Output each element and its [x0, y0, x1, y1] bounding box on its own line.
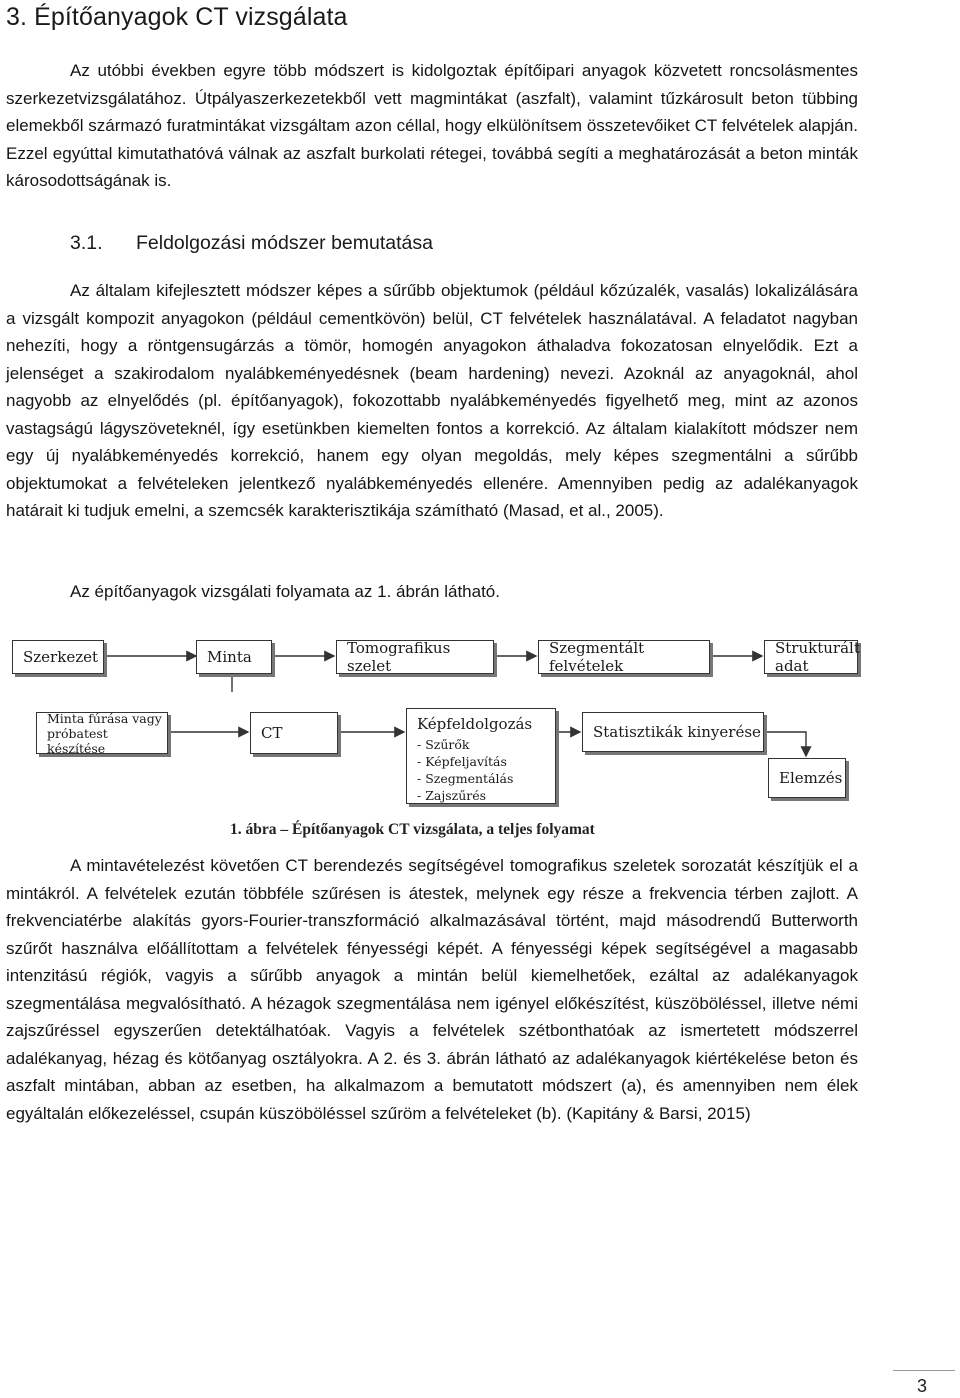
figure-caption: 1. ábra – Építőanyagok CT vizsgálata, a teljes folyamat — [230, 821, 595, 838]
section-title: Feldolgozási módszer bemutatása — [136, 232, 433, 254]
box-structured-data: Strukturált adat — [764, 640, 858, 674]
step-filters: - Szűrők — [417, 737, 470, 752]
method-paragraph: Az általam kifejlesztett módszer képes a sűrűbb objektumok (például kőzúzalék, vasalás) lokalizálására a vizsgált kompozit anyagokon (például cementkövön) belül, CT felvételek használatával. A feladatot nagyban nehezíti, hogy a röntgensugárzás a tömör, homogén anyagokon áthaladva fokozatosan elnyelődik. Ezt a jelenséget a szakirodalom nyalábkeményedésnek (beam hardening) nevezi. Azoknál az anyagoknál, ahol nagyobb az elnyelődés (pl. építőanyagok), fokozottabb nyalábkeményedés figyelhető meg, mint az azonos vastagságú lágyszöveteknél, így esetünkben kiemelten fontos a korrekció. Az általam kialakított módszer nem egy új nyalábkeményedés korrekció, hanem egy olyan megoldás, mely képes szegmentálni a sűrűbb objektumokat a felvételeken jelentkező nyalábkeményedés ellenére. Amennyiben pedig az adalékanyagok határait ki tudjuk emelni, a szemcsék karakterisztikája számítható (Masad, et al., 2005). — [6, 281, 858, 520]
footer-rule — [893, 1370, 955, 1371]
intro-paragraph: Az utóbbi években egyre több módszert is kidolgoztak építőipari anyagok közvetett roncsolásmentes szerkezetvizsgálatához. Útpályaszerkezetekből vett magmintákat (aszfalt), valamint tűzkárosult beton tübbing elemekből származó furatmintákat vizsgáltam azon céllal, hogy elkülönítsem összetevőiket CT felvételek alapján. Ezzel egyúttal kimutathatóvá válnak az aszfalt burkolati rétegei, továbbá segíti a meghatározását a beton minták károsodottságának is. — [6, 61, 858, 190]
step-enhancement: - Képfeljavítás — [417, 754, 507, 769]
box-ct: CT — [250, 712, 338, 754]
section-number: 3.1. — [70, 232, 103, 254]
box-sample: Minta — [196, 640, 272, 674]
box-structure: Szerkezet — [12, 640, 104, 674]
process-flow-diagram — [6, 632, 860, 832]
box-segmented-images: Szegmentált felvételek — [538, 640, 710, 674]
box-image-processing: Képfeldolgozás - Szűrők - Képfeljavítás - Szegmentálás - Zajszűrés — [406, 708, 556, 804]
box-analysis: Elemzés — [768, 758, 846, 798]
results-paragraph: A mintavételezést követően CT berendezés segítségével tomografikus szeletek sorozatát készítjük el a mintákról. A felvételek ezután többféle szűrésen is átestek, melynek egy része a frekvencia térben zajlott. A frekvenciatérbe alakítás gyors-Fourier-transzformáció alkalmazásával történt, majd másodrendű Butterworth szűrőt használva előállítottam a felvételek fényességi képét. A fényességi képek segítségével a magasabb intenzitású régiók, vagyis a sűrűbb anyagok a mintán belül kiemelhetőek, ezáltal az adalékanyagok szegmentálása megvalósítható. A hézagok szegmentálása nem igényel előkészítést, küszöböléssel, illetve némi zajszűréssel egyszerűen detektálhatóak. Vagyis a felvételek szétbonthatóak az ismertetett módszerrel adalékanyag, hézag és kötőanyag osztályokra. A 2. és 3. ábrán látható az adalékanyagok kiértékelése beton és aszfalt mintában, abban az esetben, ha alkalmazom a bemutatott módszert (a), és amennyiben nem élek egyáltalán előkezeléssel, csupán küszöböléssel szűröm a felvételeket (b). (Kapitány & Barsi, 2015) — [6, 856, 858, 1123]
figure-reference-line: Az építőanyagok vizsgálati folyamata az 1. ábrán látható. — [70, 582, 500, 601]
box-tomographic-slice: Tomografikus szelet — [336, 640, 494, 674]
arrow-stats-to-analysis — [764, 732, 806, 756]
step-segmentation: - Szegmentálás — [417, 771, 514, 786]
box-drilling-or-specimen: Minta fúrása vagy próbatest készítése — [36, 712, 168, 754]
page-number: 3 — [917, 1376, 928, 1396]
processing-steps — [417, 736, 513, 804]
section-heading — [70, 232, 433, 255]
step-denoising: - Zajszűrés — [417, 788, 487, 803]
box-statistics: Statisztikák kinyerése — [582, 712, 764, 752]
chapter-heading: 3. Építőanyagok CT vizsgálata — [6, 3, 348, 31]
